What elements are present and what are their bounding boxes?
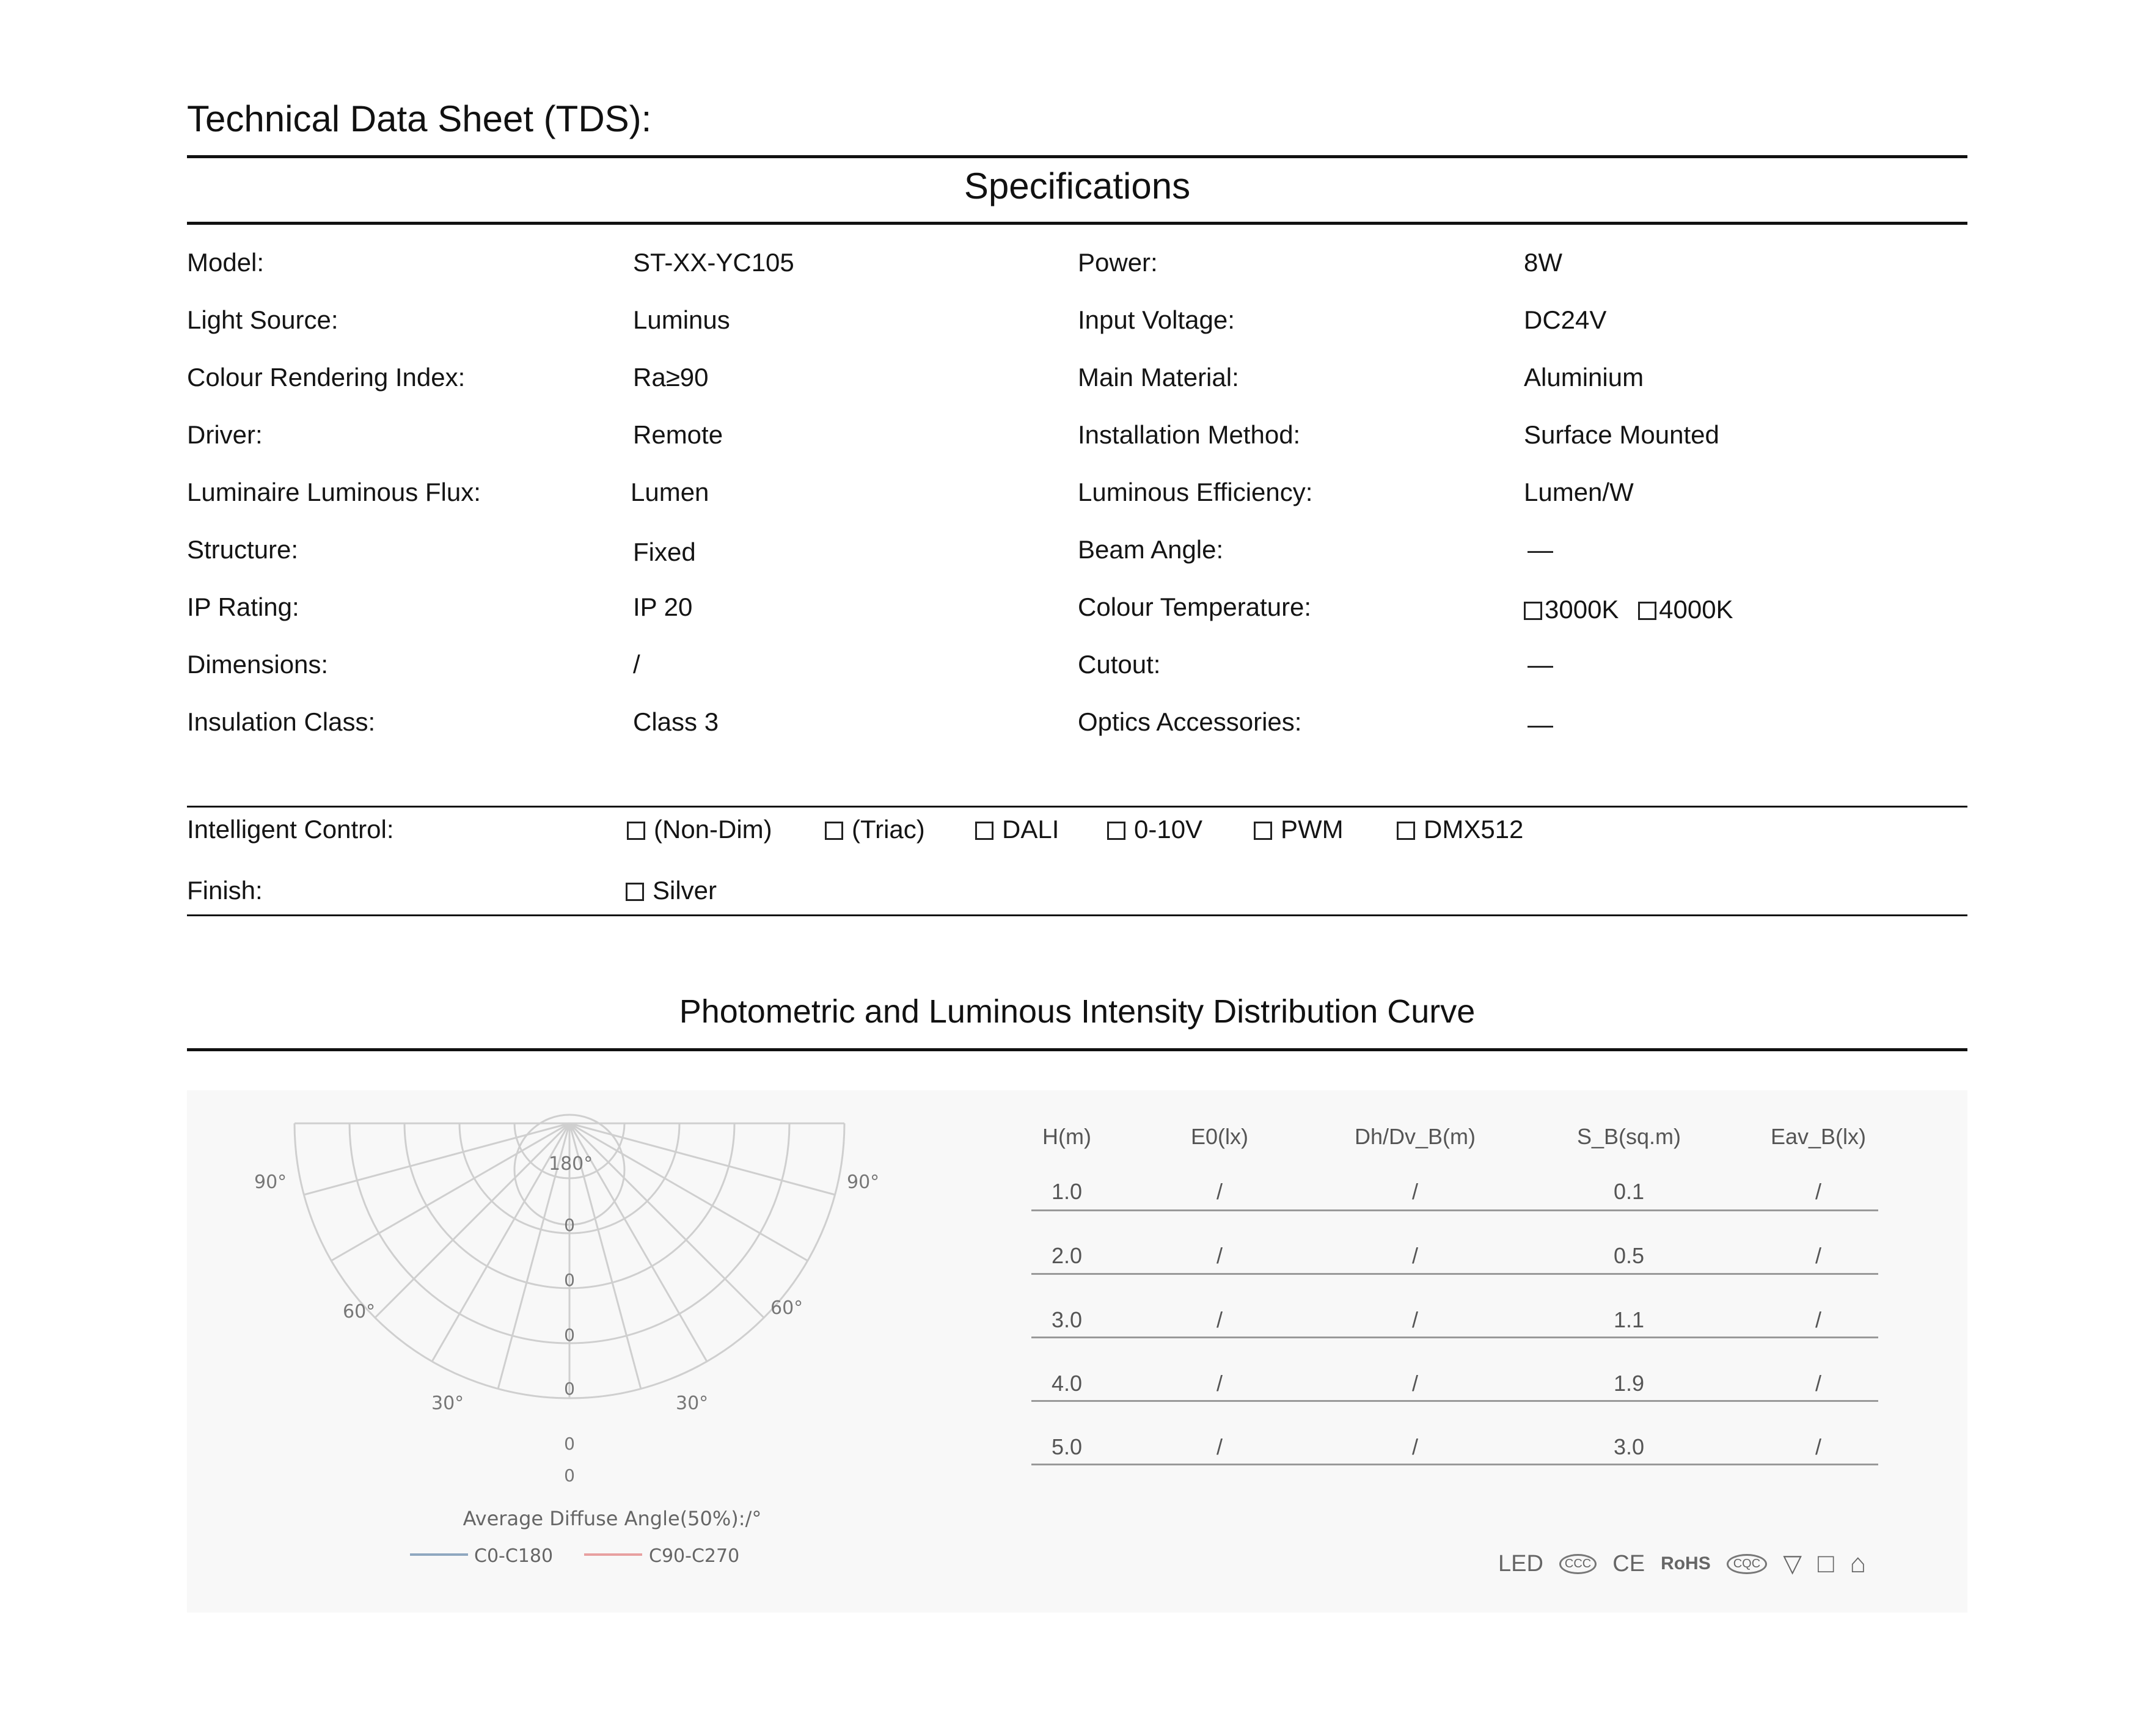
radial-value: 0: [564, 1325, 575, 1345]
row-rule: [1031, 1209, 1878, 1211]
checkbox[interactable]: [1254, 822, 1272, 840]
spec-value: Class 3: [633, 707, 719, 736]
spec-label: Optics Accessories:: [1078, 707, 1302, 736]
cqc-mark-icon: CQC: [1727, 1554, 1767, 1574]
table-cell: /: [1411, 1434, 1418, 1459]
polar-spoke: [569, 1123, 835, 1195]
angle-label: 30°: [431, 1393, 464, 1414]
ce-mark-icon: CE: [1612, 1550, 1645, 1577]
spec-value: ST-XX-YC105: [633, 248, 794, 277]
spec-value: —: [1528, 650, 1553, 679]
spec-value: 8W: [1524, 248, 1562, 277]
spec-value: —: [1528, 535, 1553, 564]
spec-label: Installation Method:: [1078, 420, 1301, 449]
table-cell: /: [1815, 1434, 1821, 1459]
radial-value: 0: [564, 1215, 575, 1235]
certification-marks: [1498, 1548, 1866, 1579]
polar-caption: Average Diffuse Angle(50%):/°: [463, 1507, 762, 1530]
spec-value: /: [633, 650, 640, 679]
row-rule: [1031, 1273, 1878, 1275]
control-rule-bottom: [187, 914, 1967, 916]
spec-value: IP 20: [633, 593, 693, 621]
control-option[interactable]: DALI: [975, 815, 1059, 844]
table-cell: 3.0: [1613, 1434, 1645, 1459]
table-cell: /: [1216, 1243, 1223, 1268]
photometric-rule: [187, 1048, 1967, 1051]
led-mark-icon: LED: [1498, 1550, 1543, 1577]
triangle-mark-icon: ▽: [1783, 1550, 1802, 1577]
checkbox-3000k[interactable]: [1524, 602, 1542, 620]
photometric-heading: Photometric and Luminous Intensity Distribution Curve: [679, 993, 1476, 1030]
polar-spoke: [569, 1123, 808, 1261]
spec-value: Lumen/W: [1524, 478, 1634, 506]
spec-label: Main Material:: [1078, 363, 1239, 392]
table-cell: 0.5: [1613, 1243, 1645, 1268]
spec-label: Luminaire Luminous Flux:: [187, 478, 481, 506]
spec-value: Aluminium: [1524, 363, 1644, 392]
legend-label: C0-C180: [474, 1545, 554, 1567]
angle-label: 180°: [549, 1153, 593, 1175]
angle-label: 90°: [847, 1172, 880, 1193]
double-square-mark-icon: □: [1817, 1548, 1834, 1578]
control-option[interactable]: DMX512: [1397, 815, 1523, 844]
table-cell: 1.9: [1613, 1371, 1645, 1396]
spec-label: Insulation Class:: [187, 707, 376, 736]
legend-label: C90-C270: [649, 1545, 740, 1567]
table-cell: /: [1216, 1307, 1223, 1332]
spec-label: Dimensions:: [187, 650, 329, 679]
spec-value: Surface Mounted: [1524, 420, 1719, 449]
spec-label: Colour Temperature:: [1078, 593, 1312, 621]
spec-label: Driver:: [187, 420, 263, 449]
spec-value: Ra≥90: [633, 363, 709, 392]
table-cell: /: [1411, 1371, 1418, 1396]
spec-label: Cutout:: [1078, 650, 1161, 679]
table-cell: /: [1411, 1243, 1418, 1268]
checkbox-4000k[interactable]: [1638, 602, 1656, 620]
row-rule: [1031, 1337, 1878, 1338]
angle-label: 90°: [254, 1172, 287, 1193]
control-option[interactable]: (Triac): [825, 815, 925, 844]
table-header: S_B(sq.m): [1576, 1124, 1681, 1149]
checkbox-label: 4000K: [1659, 595, 1733, 624]
spec-label: Colour Rendering Index:: [187, 363, 466, 392]
spec-value: DC24V: [1524, 305, 1607, 334]
control-option[interactable]: 0-10V: [1107, 815, 1202, 844]
table-cell: 1.1: [1613, 1307, 1645, 1332]
page-title: Technical Data Sheet (TDS):: [187, 98, 652, 139]
spec-label: Beam Angle:: [1078, 535, 1224, 564]
checkbox[interactable]: [975, 822, 993, 840]
finish-label: Finish:: [187, 876, 263, 905]
table-cell: 0.1: [1613, 1179, 1645, 1204]
specs-heading: Specifications: [964, 166, 1191, 206]
polar-spoke: [331, 1123, 569, 1261]
polar-spoke: [569, 1123, 764, 1318]
table-header: Dh/Dv_B(m): [1354, 1124, 1476, 1149]
checkbox[interactable]: [627, 822, 645, 840]
colour-temperature-options: [1524, 595, 1733, 624]
table-cell: /: [1411, 1307, 1418, 1332]
table-cell: 5.0: [1051, 1434, 1083, 1459]
checkbox-label: 3000K: [1545, 595, 1619, 624]
angle-label: 60°: [343, 1301, 376, 1322]
radial-value: 0: [564, 1434, 575, 1454]
table-cell: 3.0: [1051, 1307, 1083, 1332]
control-option[interactable]: PWM: [1254, 815, 1344, 844]
house-mark-icon: ⌂: [1849, 1548, 1867, 1578]
radial-value: 0: [564, 1465, 575, 1486]
spec-label: Input Voltage:: [1078, 305, 1235, 334]
checkbox[interactable]: [626, 883, 644, 901]
checkbox[interactable]: [1107, 822, 1125, 840]
spec-value: Remote: [633, 420, 723, 449]
control-option[interactable]: (Non-Dim): [627, 815, 772, 844]
table-cell: /: [1815, 1371, 1821, 1396]
polar-spoke: [375, 1123, 569, 1318]
table-cell: /: [1216, 1371, 1223, 1396]
control-rule-top: [187, 806, 1967, 808]
spec-value: Lumen: [631, 478, 709, 506]
table-cell: /: [1216, 1179, 1223, 1204]
spec-label: Structure:: [187, 535, 299, 564]
angle-label: 30°: [676, 1393, 709, 1414]
spec-label: Power:: [1078, 248, 1158, 277]
table-cell: /: [1411, 1179, 1418, 1204]
specs-rule: [187, 222, 1967, 225]
table-cell: /: [1216, 1434, 1223, 1459]
spec-label: Light Source:: [187, 305, 338, 334]
radial-value: 0: [564, 1379, 575, 1399]
table-cell: /: [1815, 1307, 1821, 1332]
spec-label: Model:: [187, 248, 265, 277]
table-cell: /: [1815, 1179, 1821, 1204]
spec-label: Luminous Efficiency:: [1078, 478, 1313, 506]
row-rule: [1031, 1464, 1878, 1465]
checkbox[interactable]: [1397, 822, 1415, 840]
polar-spoke: [304, 1123, 569, 1195]
spec-value: Luminus: [633, 305, 730, 334]
checkbox[interactable]: [825, 822, 843, 840]
spec-label: IP Rating:: [187, 593, 299, 621]
table-cell: 4.0: [1051, 1371, 1083, 1396]
ccc-mark-icon: CCC: [1559, 1554, 1597, 1574]
spec-value: —: [1528, 710, 1553, 739]
finish-option[interactable]: Silver: [626, 876, 717, 905]
table-cell: 1.0: [1051, 1179, 1083, 1204]
rohs-mark-icon: RoHS: [1661, 1553, 1711, 1574]
title-rule: [187, 155, 1967, 158]
angle-label: 60°: [770, 1297, 803, 1319]
table-header: E0(lx): [1190, 1124, 1248, 1149]
polar-diagram: [187, 1090, 981, 1613]
radial-value: 0: [564, 1270, 575, 1290]
spec-value: Fixed: [633, 538, 696, 566]
table-header: Eav_B(lx): [1770, 1124, 1867, 1149]
table-cell: 2.0: [1051, 1243, 1083, 1268]
intelligent-control-label: Intelligent Control:: [187, 815, 394, 844]
table-cell: /: [1815, 1243, 1821, 1268]
row-rule: [1031, 1400, 1878, 1402]
table-header: H(m): [1042, 1124, 1091, 1149]
